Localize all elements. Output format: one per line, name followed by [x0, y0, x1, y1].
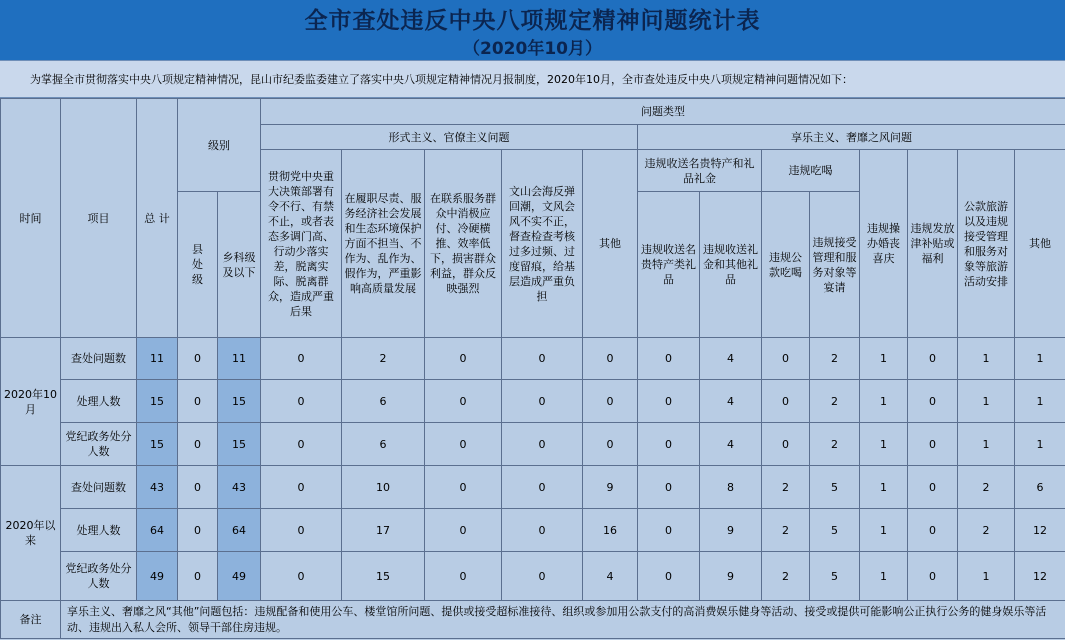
value-cell: 1 — [958, 380, 1015, 423]
remark-text: 享乐主义、奢靡之风“其他”问题包括：违规配备和使用公车、楼堂馆所问题、提供或接受超标准接待、组织或参加用公款支付的高消费娱乐健身等活动、接受或提供可能影响公正执行公务的健身娱乐等活动、违规出入私人会所、领导干部住房违规。 — [61, 601, 1065, 639]
value-cell: 1 — [1015, 338, 1065, 380]
value-cell: 0 — [425, 423, 502, 466]
value-cell: 0 — [502, 552, 583, 601]
value-cell: 8 — [700, 466, 762, 509]
value-cell: 0 — [178, 509, 218, 552]
header-h5: 公款旅游以及违规接受管理和服务对象等旅游活动安排 — [958, 150, 1015, 338]
value-cell: 64 — [137, 509, 178, 552]
value-cell: 0 — [908, 552, 958, 601]
table-row — [1, 423, 1065, 466]
value-cell: 1 — [1015, 380, 1065, 423]
value-cell: 6 — [1015, 466, 1065, 509]
header-h6: 其他 — [1015, 150, 1065, 338]
header-level: 级别 — [178, 99, 261, 192]
value-cell: 0 — [425, 380, 502, 423]
value-cell: 5 — [810, 552, 860, 601]
title-bar — [0, 0, 1065, 60]
header-county: 县 处 级 — [178, 192, 218, 338]
value-cell: 0 — [583, 423, 638, 466]
header-h-gift: 违规收送名贵特产和礼品礼金 — [638, 150, 762, 192]
value-cell: 0 — [502, 380, 583, 423]
value-cell: 0 — [583, 380, 638, 423]
item-cell: 处理人数 — [61, 509, 137, 552]
value-cell: 1 — [860, 338, 908, 380]
value-cell: 1 — [860, 423, 908, 466]
value-cell: 0 — [502, 338, 583, 380]
stats-table — [0, 98, 1065, 639]
value-cell: 0 — [638, 466, 700, 509]
table-row — [1, 380, 1065, 423]
table-row — [1, 509, 1065, 552]
value-cell: 0 — [638, 509, 700, 552]
value-cell: 5 — [810, 509, 860, 552]
value-cell: 1 — [958, 552, 1015, 601]
item-cell: 处理人数 — [61, 380, 137, 423]
table-row — [1, 552, 1065, 601]
header-f1: 贯彻党中央重大决策部署有令不行、有禁不止，或者表态多调门高、行动少落实差，脱离实际、脱离群众，造成严重后果 — [261, 150, 342, 338]
value-cell: 0 — [908, 423, 958, 466]
value-cell: 0 — [762, 423, 810, 466]
header-f5: 其他 — [583, 150, 638, 338]
value-cell: 15 — [137, 380, 178, 423]
value-cell: 0 — [908, 509, 958, 552]
value-cell: 0 — [638, 423, 700, 466]
value-cell: 0 — [502, 466, 583, 509]
header-time: 时间 — [1, 99, 61, 338]
item-cell: 党纪政务处分人数 — [61, 552, 137, 601]
value-cell: 0 — [908, 380, 958, 423]
value-cell: 2 — [762, 552, 810, 601]
value-cell: 0 — [583, 338, 638, 380]
header-hedonism: 享乐主义、奢靡之风问题 — [638, 125, 1065, 150]
header-f3: 在联系服务群众中消极应付、冷硬横推、效率低下，损害群众利益，群众反映强烈 — [425, 150, 502, 338]
page-title: 全市查处违反中央八项规定精神问题统计表 — [304, 8, 761, 34]
value-cell: 2 — [958, 466, 1015, 509]
value-cell: 4 — [700, 380, 762, 423]
value-cell: 15 — [218, 423, 261, 466]
value-cell: 43 — [137, 466, 178, 509]
value-cell: 0 — [425, 509, 502, 552]
value-cell: 15 — [137, 423, 178, 466]
value-cell: 0 — [425, 466, 502, 509]
value-cell: 2 — [810, 423, 860, 466]
value-cell: 0 — [261, 380, 342, 423]
value-cell: 6 — [342, 380, 425, 423]
value-cell: 4 — [700, 338, 762, 380]
value-cell: 1 — [860, 552, 908, 601]
value-cell: 64 — [218, 509, 261, 552]
value-cell: 0 — [908, 466, 958, 509]
value-cell: 0 — [638, 552, 700, 601]
value-cell: 1 — [860, 380, 908, 423]
value-cell: 49 — [218, 552, 261, 601]
header-h-meal2: 违规接受管理和服务对象等宴请 — [810, 192, 860, 338]
header-h3: 违规操办婚丧喜庆 — [860, 150, 908, 338]
value-cell: 0 — [261, 423, 342, 466]
header-h-gift1: 违规收送名贵特产类礼品 — [638, 192, 700, 338]
value-cell: 0 — [425, 338, 502, 380]
value-cell: 0 — [908, 338, 958, 380]
table-row — [1, 466, 1065, 509]
value-cell: 2 — [958, 509, 1015, 552]
value-cell: 5 — [810, 466, 860, 509]
value-cell: 0 — [261, 509, 342, 552]
header-item: 项目 — [61, 99, 137, 338]
value-cell: 1 — [958, 423, 1015, 466]
value-cell: 0 — [502, 509, 583, 552]
value-cell: 4 — [583, 552, 638, 601]
header-township: 乡科级及以下 — [218, 192, 261, 338]
value-cell: 0 — [261, 466, 342, 509]
header-h-meal: 违规吃喝 — [762, 150, 860, 192]
value-cell: 0 — [425, 552, 502, 601]
value-cell: 11 — [137, 338, 178, 380]
value-cell: 0 — [638, 338, 700, 380]
item-cell: 党纪政务处分人数 — [61, 423, 137, 466]
value-cell: 15 — [218, 380, 261, 423]
time-cell: 2020年10月 — [1, 338, 61, 466]
header-formalism: 形式主义、官僚主义问题 — [261, 125, 638, 150]
value-cell: 0 — [638, 380, 700, 423]
value-cell: 17 — [342, 509, 425, 552]
value-cell: 1 — [958, 338, 1015, 380]
header-f4: 文山会海反弹回潮，文风会风不实不正，督查检查考核过多过频、过度留痕，给基层造成严重负担 — [502, 150, 583, 338]
value-cell: 0 — [178, 338, 218, 380]
value-cell: 0 — [261, 552, 342, 601]
header-problem-type: 问题类型 — [261, 99, 1065, 125]
value-cell: 1 — [860, 466, 908, 509]
value-cell: 11 — [218, 338, 261, 380]
header-h-gift2: 违规收送礼金和其他礼品 — [700, 192, 762, 338]
header-h-meal1: 违规公款吃喝 — [762, 192, 810, 338]
header-f2: 在履职尽责、服务经济社会发展和生态环境保护方面不担当、不作为、乱作为、假作为，严重影响高质量发展 — [342, 150, 425, 338]
remark-label: 备注 — [1, 601, 61, 639]
value-cell: 12 — [1015, 509, 1065, 552]
value-cell: 0 — [178, 466, 218, 509]
value-cell: 2 — [762, 509, 810, 552]
value-cell: 43 — [218, 466, 261, 509]
value-cell: 9 — [700, 552, 762, 601]
value-cell: 6 — [342, 423, 425, 466]
value-cell: 1 — [860, 509, 908, 552]
intro-text: 为掌握全市贯彻落实中央八项规定精神情况，昆山市纪委监委建立了落实中央八项规定精神情况月报制度，2020年10月，全市查处违反中央八项规定精神问题情况如下： — [0, 60, 1065, 98]
item-cell: 查处问题数 — [61, 466, 137, 509]
value-cell: 16 — [583, 509, 638, 552]
value-cell: 12 — [1015, 552, 1065, 601]
value-cell: 2 — [810, 380, 860, 423]
value-cell: 49 — [137, 552, 178, 601]
item-cell: 查处问题数 — [61, 338, 137, 380]
value-cell: 0 — [762, 338, 810, 380]
value-cell: 0 — [178, 423, 218, 466]
value-cell: 4 — [700, 423, 762, 466]
value-cell: 9 — [700, 509, 762, 552]
value-cell: 1 — [1015, 423, 1065, 466]
value-cell: 10 — [342, 466, 425, 509]
value-cell: 0 — [762, 380, 810, 423]
value-cell: 0 — [502, 423, 583, 466]
value-cell: 2 — [342, 338, 425, 380]
value-cell: 9 — [583, 466, 638, 509]
value-cell: 2 — [810, 338, 860, 380]
value-cell: 0 — [178, 380, 218, 423]
header-total: 总 计 — [137, 99, 178, 338]
table-body — [1, 338, 1065, 601]
page-subtitle: （2020年10月） — [463, 39, 602, 59]
value-cell: 15 — [342, 552, 425, 601]
value-cell: 0 — [261, 338, 342, 380]
time-cell: 2020年以来 — [1, 466, 61, 601]
header-h4: 违规发放津补贴或福利 — [908, 150, 958, 338]
value-cell: 0 — [178, 552, 218, 601]
value-cell: 2 — [762, 466, 810, 509]
table-row — [1, 338, 1065, 380]
